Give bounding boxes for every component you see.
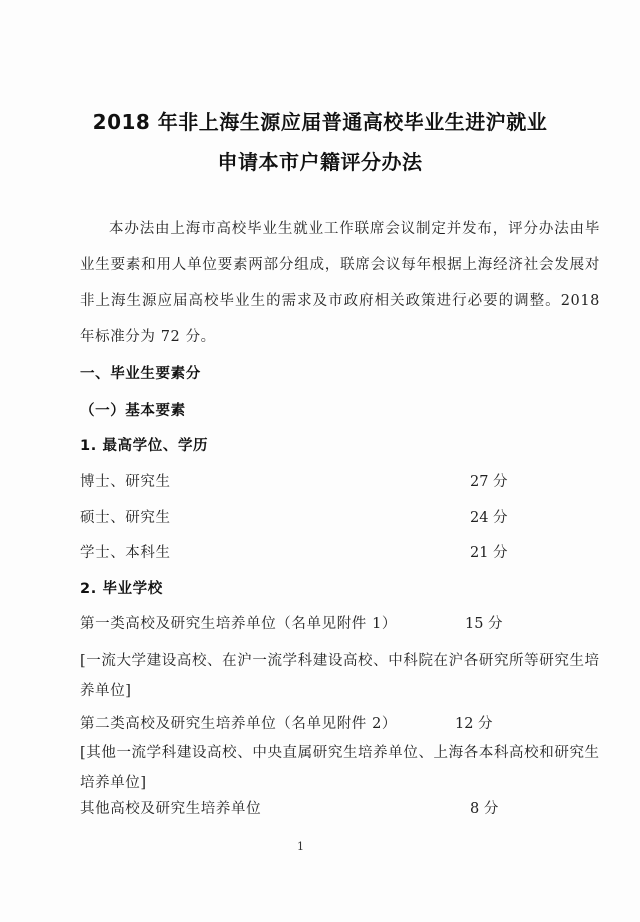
degree-row-score: 27 分 xyxy=(470,474,508,490)
section-heading-graduate-factors: 一、毕业生要素分 xyxy=(80,366,201,382)
school-row-score: 8 分 xyxy=(470,801,499,817)
school-row-label: 第一类高校及研究生培养单位（名单见附件 1） xyxy=(80,616,398,632)
page-number: 1 xyxy=(297,840,304,853)
degree-row-label: 学士、本科生 xyxy=(80,545,171,561)
degree-row-score: 24 分 xyxy=(470,510,508,526)
item-heading-degree: 1. 最高学位、学历 xyxy=(80,438,209,454)
school-row-label: 其他高校及研究生培养单位 xyxy=(80,801,262,817)
degree-row-label: 硕士、研究生 xyxy=(80,510,171,526)
item-heading-school: 2. 毕业学校 xyxy=(80,581,163,597)
document-title-line1: 2018 年非上海生源应届普通高校毕业生进沪就业 xyxy=(92,110,548,134)
school-note: [一流大学建设高校、在沪一流学科建设高校、中科院在沪各研究所等研究生培养单位] xyxy=(80,653,600,699)
degree-row-label: 博士、研究生 xyxy=(80,474,171,490)
school-row-score: 15 分 xyxy=(465,616,503,632)
intro-text: 本办法由上海市高校毕业生就业工作联席会议制定并发布，评分办法由毕业生要素和用人单位要素两部分组成，联席会议每年根据上海经济社会发展对非上海生源应届高校毕业生的需求及市政府相关政策进行必要的调整。2018 年标准分为 72 分。 xyxy=(80,221,600,345)
school-row-label: 第二类高校及研究生培养单位（名单见附件 2） xyxy=(80,716,398,732)
document-title-line2: 申请本市户籍评分办法 xyxy=(217,150,423,174)
school-row-score: 12 分 xyxy=(455,716,493,732)
degree-row-score: 21 分 xyxy=(470,545,508,561)
intro-paragraph xyxy=(80,211,600,355)
subsection-heading-basic-factors: （一）基本要素 xyxy=(80,403,186,419)
school-note: [其他一流学科建设高校、中央直属研究生培养单位、上海各本科高校和研究生培养单位] xyxy=(80,745,600,791)
